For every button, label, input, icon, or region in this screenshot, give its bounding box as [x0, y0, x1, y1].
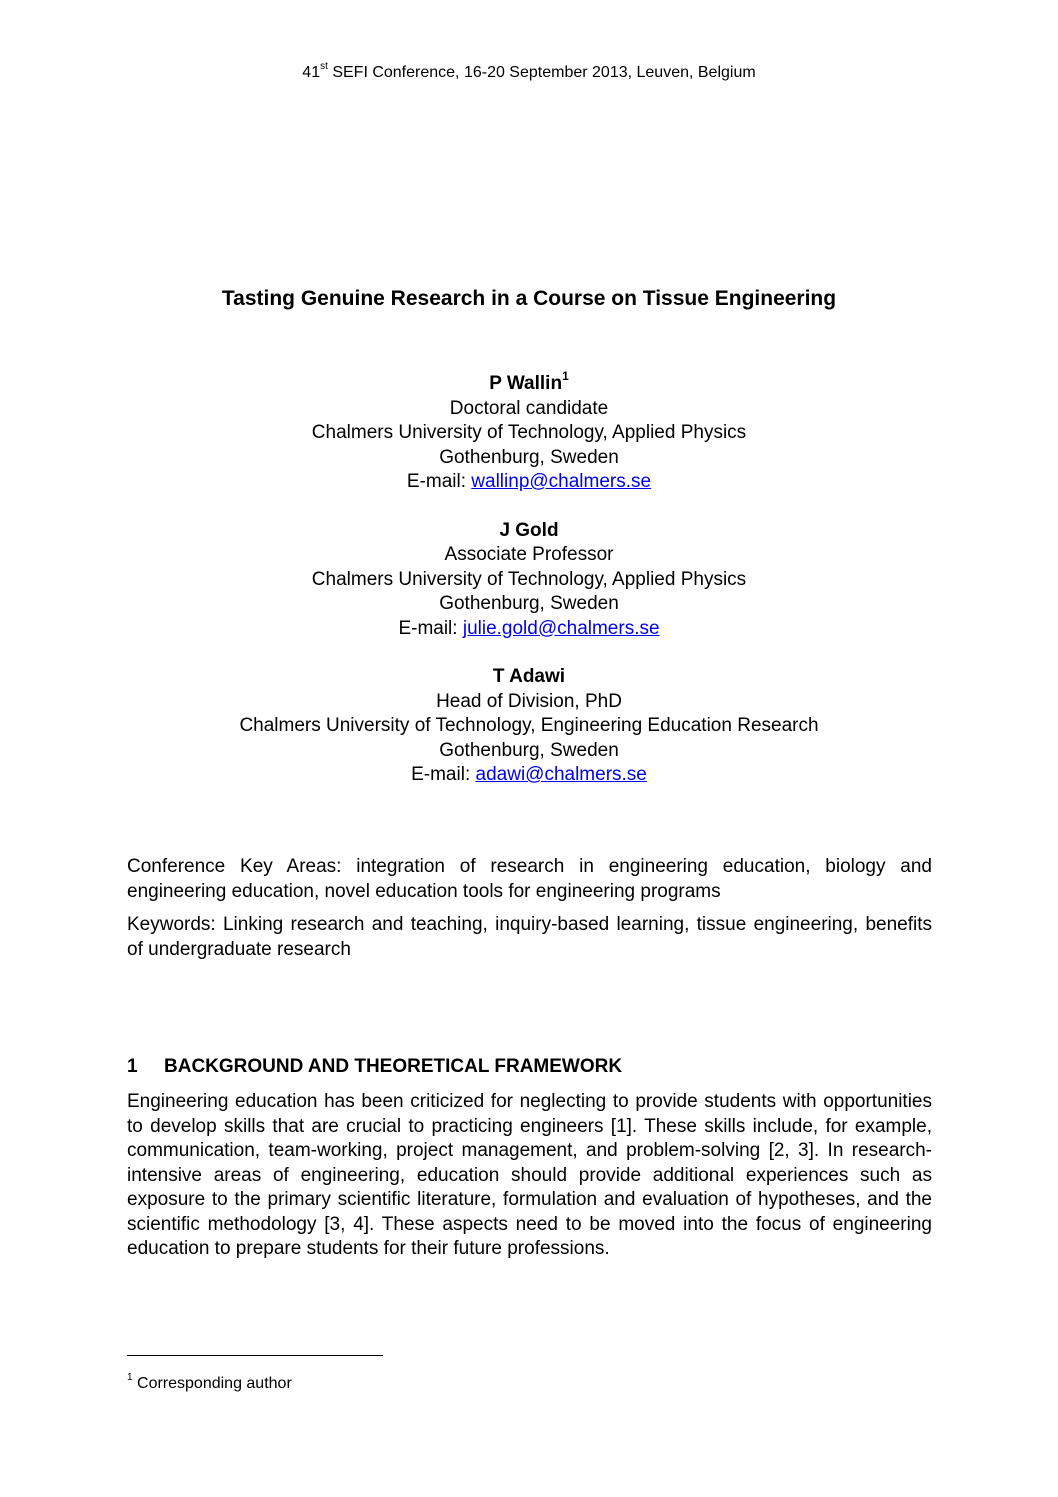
author-email	[0, 763, 1058, 788]
author-block	[0, 368, 1058, 495]
conference-details: SEFI Conference, 16-20 September 2013, Leuven, Belgium	[327, 64, 756, 81]
ordinal-suffix: st	[320, 60, 328, 72]
section-heading	[127, 1054, 622, 1080]
running-header	[0, 60, 1058, 83]
email-label: E-mail:	[411, 764, 476, 785]
paper-title: Tasting Genuine Research in a Course on Tissue Engineering	[221, 287, 837, 310]
author-location: Gothenburg, Sweden	[439, 593, 619, 614]
author-block	[0, 665, 1058, 788]
keywords: Keywords: Linking research and teaching, inquiry-based learning, tissue engineering, benefits of undergraduate research	[127, 914, 932, 960]
email-label: E-mail:	[406, 471, 472, 492]
author-affiliation: Chalmers University of Technology, Applied Physics	[311, 422, 747, 443]
author-list	[0, 368, 1058, 788]
conference-number: 41	[302, 64, 321, 81]
author-email	[0, 470, 1058, 495]
author-location: Gothenburg, Sweden	[439, 446, 619, 468]
author-name	[0, 368, 1058, 397]
email-link[interactable]: julie.gold@chalmers.se	[462, 617, 660, 639]
footnote	[127, 1371, 292, 1394]
author-name	[0, 519, 1058, 544]
author-role: Doctoral candidate	[449, 397, 609, 419]
footnote-marker: 1	[127, 1371, 133, 1383]
author-name-text: J Gold	[499, 519, 559, 541]
author-role: Head of Division, PhD	[436, 690, 622, 712]
section-title: BACKGROUND AND THEORETICAL FRAMEWORK	[164, 1056, 623, 1077]
footnote-text: Corresponding author	[132, 1375, 292, 1392]
email-link[interactable]: wallinp@chalmers.se	[471, 471, 652, 492]
author-location: Gothenburg, Sweden	[439, 739, 619, 761]
author-affiliation: Chalmers University of Technology, Applied Physics	[311, 568, 747, 590]
section-number: 1	[127, 1056, 138, 1077]
author-name-text: P Wallin	[489, 373, 563, 394]
author-name-text: T Adawi	[492, 666, 566, 687]
author-role: Associate Professor	[444, 544, 614, 565]
email-label: E-mail:	[398, 617, 463, 639]
footnote-marker: 1	[562, 368, 569, 383]
author-name	[0, 665, 1058, 690]
email-link[interactable]: adawi@chalmers.se	[475, 764, 647, 785]
footnote-divider	[127, 1355, 383, 1356]
author-affiliation: Chalmers University of Technology, Engineering Education Research	[239, 715, 819, 736]
author-email	[0, 617, 1058, 642]
body-paragraph: Engineering education has been criticized for neglecting to provide students with opportunities to develop skills that are crucial to practicing engineers [1]. These skills include, for example, communication, team-working, project management, and problem-solving [2, 3]. In research-intensive areas of engineering, education should provide additional experiences such as exposure to the primary scientific literature, formulation and evaluation of hypotheses, and the scientific methodology [3, 4]. These aspects need to be moved into the focus of engineering education to prepare students for their future professions.	[127, 1091, 932, 1259]
author-block	[0, 519, 1058, 642]
conference-key-areas: Conference Key Areas: integration of research in engineering education, biology and engineering education, novel education tools for engineering programs	[127, 856, 932, 902]
